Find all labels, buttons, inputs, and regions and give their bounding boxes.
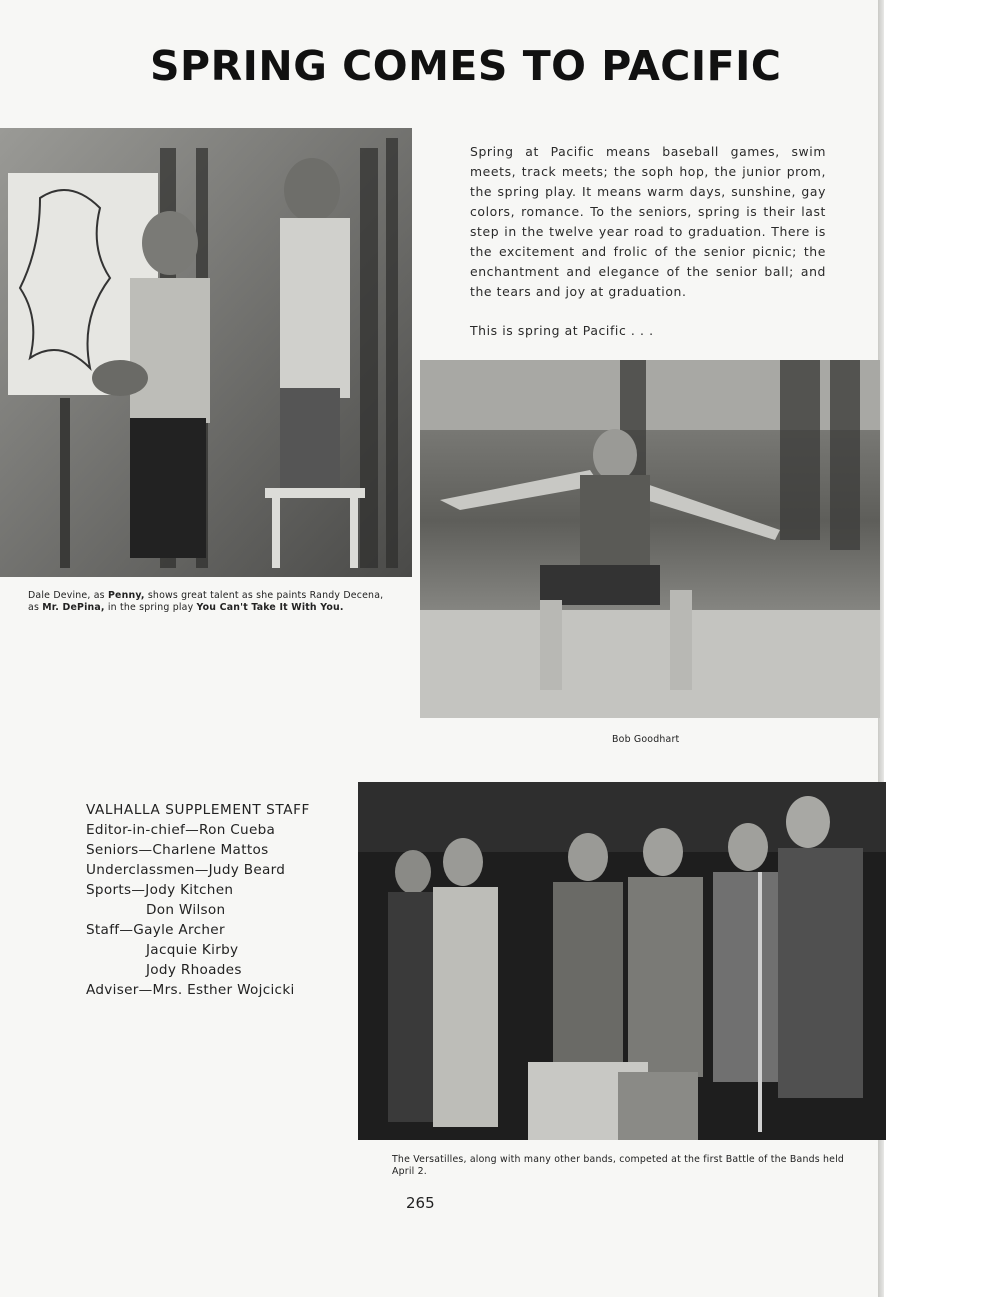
caption-bold: You Can't Take It With You. (196, 602, 344, 613)
caption-text: in the spring play (104, 602, 197, 613)
intro-paragraph: Spring at Pacific means baseball games, swim meets, track meets; the soph hop, the junior prom, the spring play. It means warm days, sunshine, gay colors, romance. To the seniors, spring is their last step in the twelve year road to graduation. There is the excitement and frolic of the senior picnic; the enchantment and elegance of the senior ball; and the tears and joy at graduation. (470, 144, 826, 299)
staff-row: Editor-in-chief—Ron Cueba (86, 822, 276, 838)
caption-bold: Penny, (107, 590, 145, 601)
staff-rows (86, 820, 346, 1000)
staff-row: Staff—Gayle Archer (86, 922, 225, 938)
long-jump-photo (420, 360, 880, 718)
staff-row: Don Wilson (146, 902, 226, 918)
caption-text: Dale Devine, as (28, 590, 108, 601)
staff-row: Sports—Jody Kitchen (86, 882, 234, 898)
caption-text: shows great talent as she paints Randy Decena, as (28, 590, 384, 613)
spring-play-caption (28, 590, 388, 614)
staff-row: Jacquie Kirby (146, 942, 239, 958)
staff-heading: VALHALLA SUPPLEMENT STAFF (86, 802, 310, 818)
band-photo (358, 782, 886, 1140)
staff-row: Underclassmen—Judy Beard (86, 862, 286, 878)
long-jump-caption: Bob Goodhart (612, 734, 680, 745)
staff-row: Seniors—Charlene Mattos (86, 842, 269, 858)
page-number: 265 (406, 1194, 435, 1212)
page-title: SPRING COMES TO PACIFIC (150, 42, 782, 90)
intro-closing: This is spring at Pacific . . . (470, 323, 654, 338)
staff-row: Jody Rhoades (146, 962, 242, 978)
spring-play-photo (0, 128, 412, 577)
staff-list (86, 800, 346, 1000)
staff-row: Adviser—Mrs. Esther Wojcicki (86, 982, 295, 998)
caption-bold: Mr. DePina, (42, 602, 105, 613)
band-caption: The Versatilles, along with many other bands, competed at the first Battle of the Bands held April 2. (392, 1154, 845, 1177)
intro-text (470, 142, 826, 341)
page-margin (884, 0, 1000, 1297)
